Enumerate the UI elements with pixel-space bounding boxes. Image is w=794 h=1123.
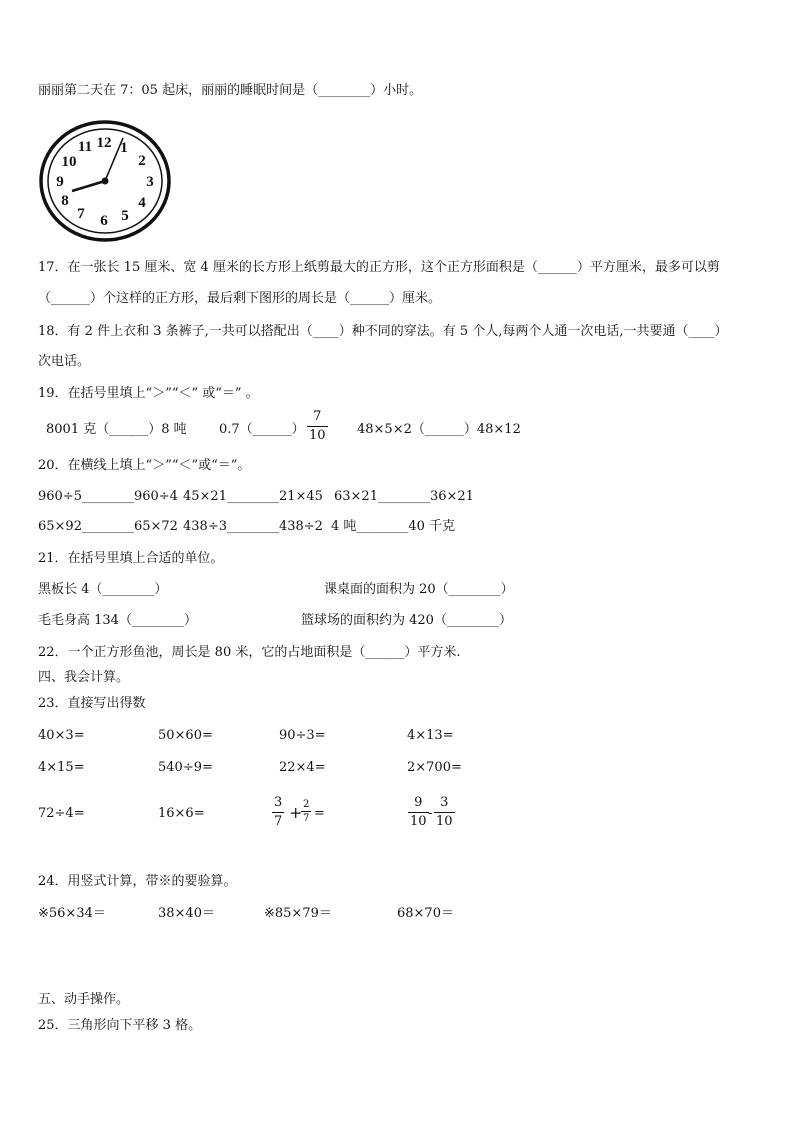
question-20-r2c3: 4 吨________40 千克	[331, 519, 456, 534]
clock-number-11: 11	[77, 139, 93, 155]
section-4-heading: 四、我会计算。	[38, 670, 130, 685]
calc-r1c2: 50×60=	[158, 728, 213, 743]
clock-number-6: 6	[100, 213, 108, 229]
calc-r1c1: 40×3=	[38, 728, 85, 743]
question-21-title: 21．在括号里填上合适的单位。	[38, 551, 224, 566]
question-19-title: 19．在括号里填上“＞”“＜” 或“＝” 。	[38, 386, 259, 401]
question-20-r1c2: 45×21________21×45	[183, 489, 323, 504]
calc-r2c4: 2×700=	[407, 760, 462, 775]
clock-number-12: 12	[96, 135, 112, 151]
calc-r1c3: 90÷3=	[279, 728, 326, 743]
calc-r3c2: 16×6=	[158, 806, 205, 821]
question-17-line2: （______）个这样的正方形，最后剩下图形的周长是（______）厘米。	[38, 291, 442, 306]
question-19-fraction: 7 10	[309, 409, 326, 443]
vertical-calc-3: ※85×79＝	[264, 906, 332, 921]
question-21-item1: 黑板长 4（________）	[38, 582, 168, 597]
question-18-line1: 18．有 2 件上衣和 3 条裤子,一共可以搭配出（____）种不同的穿法。有 5 个人,每两个人通一次电话,一共要通（____）	[38, 324, 728, 339]
clock-number-2: 2	[138, 153, 146, 169]
vertical-calc-4: 68×70＝	[397, 906, 454, 921]
question-23-title: 23．直接写出得数	[38, 696, 146, 711]
calc-r2c1: 4×15=	[38, 760, 85, 775]
fraction-3-10: 3 10	[436, 795, 453, 829]
question-19-item3: 48×5×2（______）48×12	[357, 422, 521, 437]
question-20-title: 20．在横线上填上“＞”“＜”或“＝”。	[38, 458, 251, 473]
question-19-item2: 0.7（______）	[219, 422, 305, 437]
equals-sign: =	[314, 806, 325, 821]
question-18-line2: 次电话。	[38, 354, 91, 369]
question-24-title: 24．用竖式计算，带※的要验算。	[38, 874, 237, 889]
clock-number-5: 5	[121, 208, 129, 224]
question-17-line1: 17．在一张长 15 厘米、宽 4 厘米的长方形上纸剪最大的正方形，这个正方形面积是（______）平方厘米，最多可以剪	[38, 260, 720, 275]
section-5-heading: 五、动手操作。	[38, 992, 130, 1007]
fraction-3-7: 3 7	[274, 795, 283, 829]
question-20-r2c1: 65×92________65×72	[38, 519, 178, 534]
question-19-item1: 8001 克（______）8 吨	[46, 422, 187, 437]
question-20-r1c1: 960÷5________960÷4	[38, 489, 178, 504]
question-25-text: 25．三角形向下平移 3 格。	[38, 1018, 202, 1033]
calc-r2c3: 22×4=	[279, 760, 326, 775]
clock-number-3: 3	[146, 174, 154, 190]
clock-number-10: 10	[61, 154, 77, 170]
clock-number-1: 1	[120, 140, 128, 156]
question-21-item3: 毛毛身高 134（________）	[38, 613, 197, 628]
plus-sign: +	[289, 803, 303, 822]
minus-sign: -	[428, 806, 433, 821]
calc-r2c2: 540÷9=	[158, 760, 213, 775]
vertical-calc-2: 38×40＝	[158, 906, 215, 921]
question-20-r1c3: 63×21________36×21	[334, 489, 474, 504]
clock-number-8: 8	[61, 193, 69, 209]
vertical-calc-1: ※56×34＝	[38, 906, 106, 921]
question-20-r2c2: 438÷3________438÷2	[183, 519, 323, 534]
fraction-2-7: 2 7	[303, 799, 310, 824]
clock-number-9: 9	[56, 174, 64, 190]
question-16-text: 丽丽第二天在 7：05 起床，丽丽的睡眠时间是（________）小时。	[38, 83, 423, 98]
clock-image	[38, 119, 172, 243]
clock-number-4: 4	[138, 195, 146, 211]
calc-r1c4: 4×13=	[407, 728, 454, 743]
question-21-item2: 课桌面的面积为 20（________）	[324, 582, 514, 597]
fraction-9-10: 9 10	[410, 795, 427, 829]
question-22-text: 22．一个正方形鱼池，周长是 80 米，它的占地面积是（______）平方米.	[38, 645, 461, 660]
calc-r3c1: 72÷4=	[38, 806, 85, 821]
question-21-item4: 篮球场的面积约为 420（________）	[301, 613, 512, 628]
clock-number-7: 7	[77, 206, 85, 222]
